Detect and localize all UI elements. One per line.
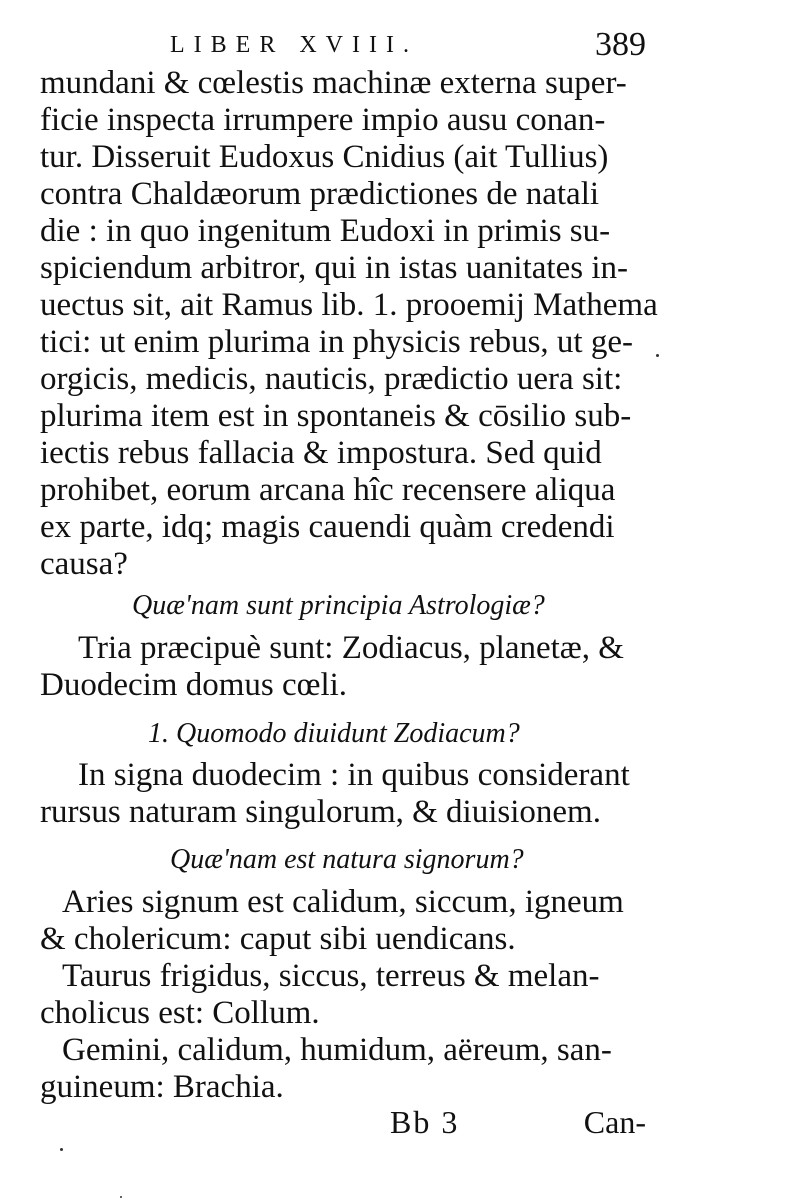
text-line: ex parte, idq; magis cauendi quàm credendi <box>40 509 615 545</box>
text-line: spiciendum arbitror, qui in istas uanitates in- <box>40 250 628 286</box>
text-line: In signa duodecim : in quibus considerant <box>78 757 630 793</box>
text-line: Tria præcipuè sunt: Zodiacus, planetæ, & <box>78 630 624 666</box>
text-line: Gemini, calidum, humidum, aëreum, san- <box>62 1032 612 1068</box>
text-line: Taurus frigidus, siccus, terreus & melan- <box>62 958 600 994</box>
text-line: cholicus est: Collum. <box>40 995 320 1031</box>
text-line: mundani & cœlestis machinæ externa super- <box>40 65 627 101</box>
text-line: plurima item est in spontaneis & cōsilio sub- <box>40 398 632 434</box>
signature-mark: Bb 3 <box>390 1104 460 1140</box>
text-line: Aries signum est calidum, siccum, igneum <box>62 884 624 920</box>
page-header <box>40 26 646 66</box>
text-line: rursus naturam singulorum, & diuisionem. <box>40 794 601 830</box>
question-heading: Quæ'nam est natura signorum? <box>170 844 524 875</box>
ink-speck <box>60 1148 63 1151</box>
text-line: die : in quo ingenitum Eudoxi in primis su- <box>40 213 611 249</box>
question-heading: Quæ'nam sunt principia Astrologiæ? <box>132 590 545 621</box>
text-line: tur. Disseruit Eudoxus Cnidius (ait Tullius) <box>40 139 609 175</box>
catchword: Can- <box>583 1104 646 1140</box>
running-head: LIBER XVIII. <box>170 32 418 58</box>
text-line: contra Chaldæorum prædictiones de natali <box>40 176 600 212</box>
text-line: causa? <box>40 546 128 582</box>
ink-speck <box>656 354 659 357</box>
text-line: iectis rebus fallacia & impostura. Sed quid <box>40 435 602 471</box>
text-line: & cholericum: caput sibi uendicans. <box>40 921 516 957</box>
text-line: orgicis, medicis, nauticis, prædictio uera sit: <box>40 361 623 397</box>
page-footer <box>40 1098 646 1148</box>
ink-speck <box>120 1196 122 1198</box>
text-line: Duodecim domus cœli. <box>40 667 348 703</box>
text-line: guineum: Brachia. <box>40 1069 284 1105</box>
text-line: uectus sit, ait Ramus lib. 1. prooemij Mathema <box>40 287 658 323</box>
text-line: ficie inspecta irrumpere impio ausu conan- <box>40 102 606 138</box>
text-line: tici: ut enim plurima in physicis rebus, ut ge- <box>40 324 633 360</box>
page-number: 389 <box>595 26 646 63</box>
question-heading: 1. Quomodo diuidunt Zodiacum? <box>148 718 520 749</box>
text-line: prohibet, eorum arcana hîc recensere aliqua <box>40 472 616 508</box>
